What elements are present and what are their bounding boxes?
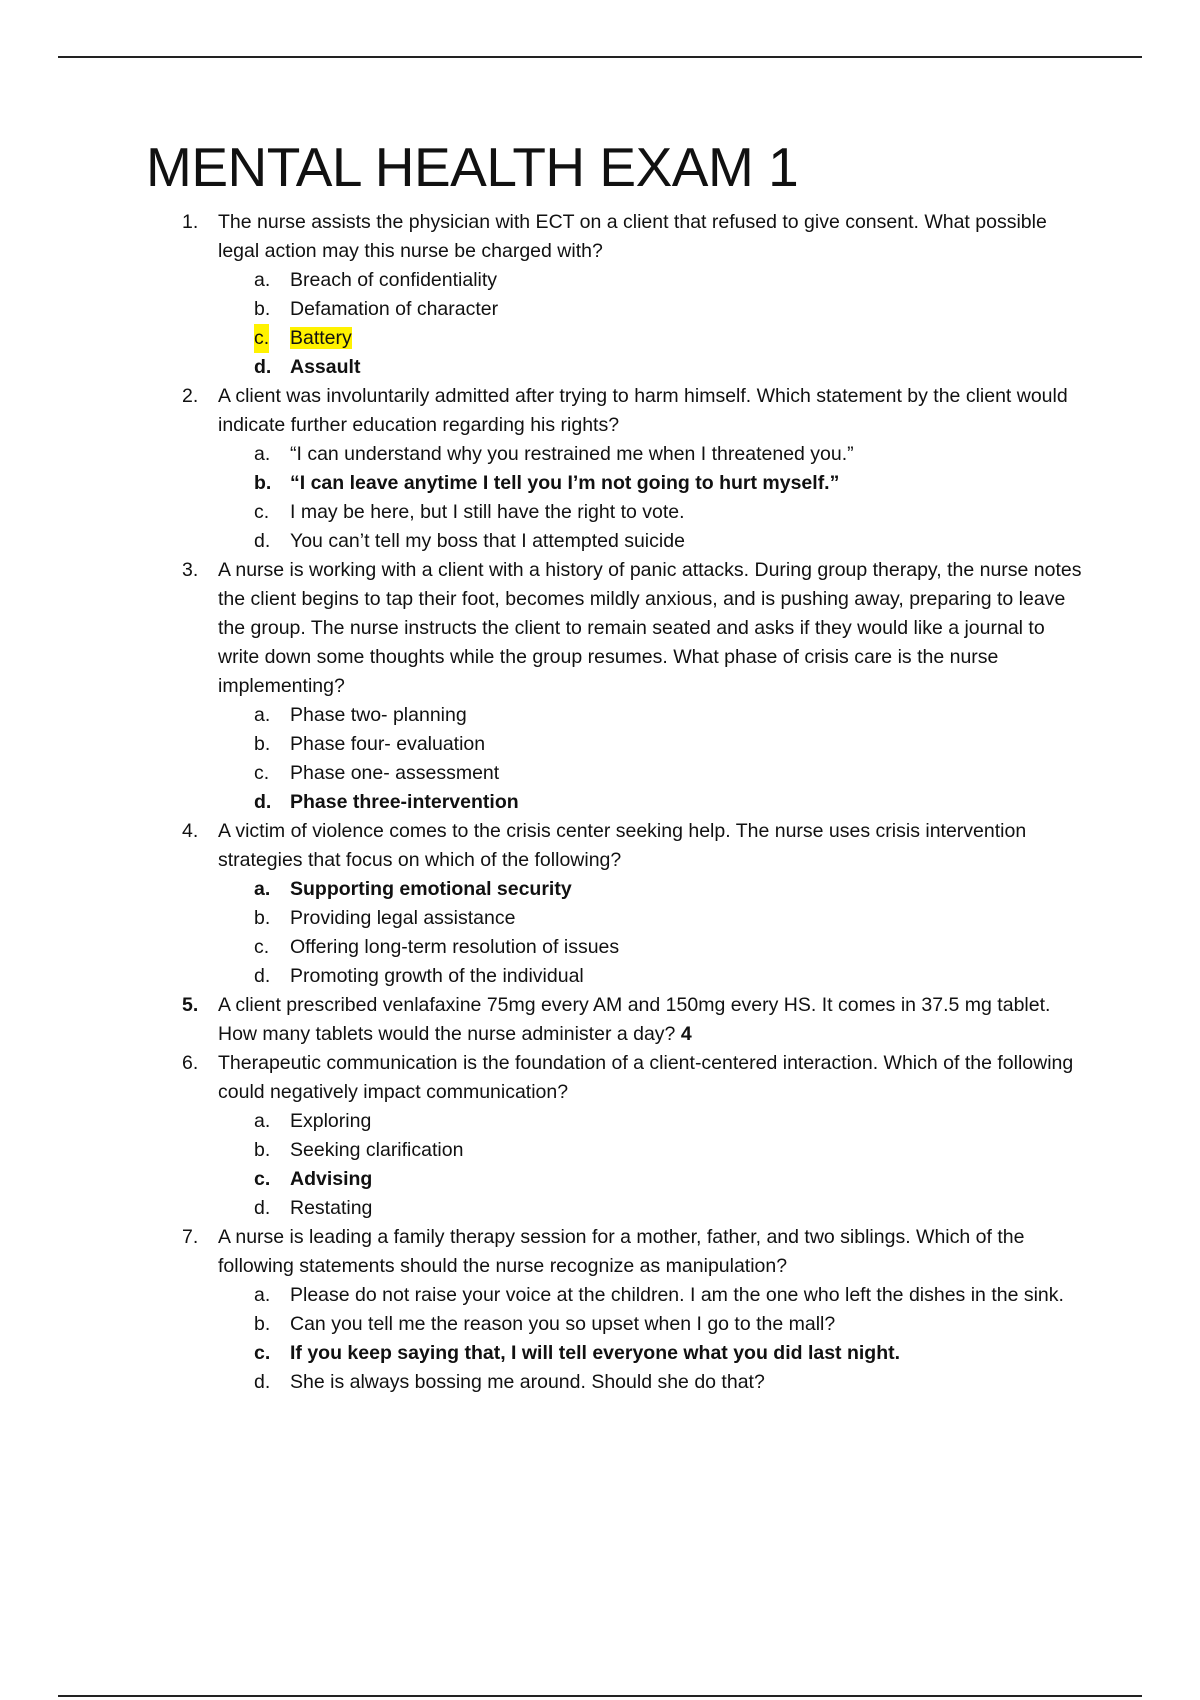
option-b xyxy=(254,730,1088,759)
option-text: Providing legal assistance xyxy=(290,907,516,929)
option-d xyxy=(254,527,1088,556)
option-text: Exploring xyxy=(290,1110,372,1132)
option-d xyxy=(254,1194,1088,1223)
question-text: A client was involuntarily admitted after trying to harm himself. Which statement by the client would indicate further education regarding his rights? xyxy=(218,385,1068,436)
option-text: She is always bossing me around. Should she do that? xyxy=(290,1371,765,1393)
option-letter: c. xyxy=(254,1168,271,1190)
option-list xyxy=(218,440,1088,556)
option-c xyxy=(254,759,1088,788)
option-text: Can you tell me the reason you so upset when I go to the mall? xyxy=(290,1313,836,1335)
option-c xyxy=(254,933,1088,962)
option-text: You can’t tell my boss that I attempted suicide xyxy=(290,530,685,552)
option-letter: a. xyxy=(254,1110,271,1132)
option-letter: a. xyxy=(254,1284,271,1306)
option-letter: c. xyxy=(254,762,270,784)
option-text: “I can leave anytime I tell you I’m not going to hurt myself.” xyxy=(290,472,840,494)
document-title: MENTAL HEALTH EXAM 1 xyxy=(146,136,799,198)
option-b-answer xyxy=(254,469,1088,498)
option-d-answer xyxy=(254,788,1088,817)
option-text: Defamation of character xyxy=(290,298,499,320)
option-letter: a. xyxy=(254,878,271,900)
option-list xyxy=(218,266,1088,382)
option-c-highlighted xyxy=(254,324,1088,353)
option-c-answer xyxy=(254,1165,1088,1194)
question-text: A nurse is working with a client with a history of panic attacks. During group therapy, the nurse notes the client begins to tap their foot, becomes mildly anxious, and is pushing away, preparing to leave the group. The nurse instructs the client to remain seated and asks if they would like a journal to write down some thoughts while the group resumes. What phase of crisis care is the nurse implementing? xyxy=(218,559,1082,697)
option-text: Phase four- evaluation xyxy=(290,733,486,755)
option-d-answer xyxy=(254,353,1088,382)
question-number: 6. xyxy=(182,1052,199,1074)
option-letter: c. xyxy=(254,936,270,958)
option-text: Phase two- planning xyxy=(290,704,467,726)
option-letter: a. xyxy=(254,443,271,465)
option-letter: b. xyxy=(254,907,271,929)
question-5 xyxy=(178,991,1088,1049)
question-number: 7. xyxy=(182,1226,199,1248)
option-a xyxy=(254,701,1088,730)
option-letter: b. xyxy=(254,1139,271,1161)
option-text: Battery xyxy=(290,327,352,349)
option-text: Please do not raise your voice at the children. I am the one who left the dishes in the sink. xyxy=(290,1284,1064,1306)
option-list xyxy=(218,1281,1088,1397)
option-text: “I can understand why you restrained me when I threatened you.” xyxy=(290,443,854,465)
option-letter: d. xyxy=(254,356,272,378)
option-letter: d. xyxy=(254,1371,271,1393)
question-text: A client prescribed venlafaxine 75mg every AM and 150mg every HS. It comes in 37.5 mg tablet. How many tablets would the nurse administer a day? xyxy=(218,994,1051,1045)
option-letter: b. xyxy=(254,733,271,755)
option-d xyxy=(254,962,1088,991)
option-c xyxy=(254,498,1088,527)
bottom-rule xyxy=(58,1695,1142,1697)
question-7 xyxy=(178,1223,1088,1397)
question-number: 3. xyxy=(182,559,199,581)
option-text: Breach of confidentiality xyxy=(290,269,498,291)
option-list xyxy=(218,875,1088,991)
option-letter: c. xyxy=(254,501,270,523)
option-c-answer xyxy=(254,1339,1088,1368)
option-text: Promoting growth of the individual xyxy=(290,965,584,987)
question-number: 5. xyxy=(182,994,199,1016)
option-letter: d. xyxy=(254,1197,271,1219)
question-text: A nurse is leading a family therapy session for a mother, father, and two siblings. Which of the following statements should the nurse recognize as manipulation? xyxy=(218,1226,1025,1277)
option-letter: a. xyxy=(254,269,271,291)
option-b xyxy=(254,295,1088,324)
option-a xyxy=(254,1281,1088,1310)
question-text: Therapeutic communication is the foundation of a client-centered interaction. Which of the following could negatively impact communication? xyxy=(218,1052,1074,1103)
option-letter: d. xyxy=(254,965,271,987)
option-a-answer xyxy=(254,875,1088,904)
option-b xyxy=(254,904,1088,933)
option-text: Assault xyxy=(290,356,361,378)
option-list xyxy=(218,1107,1088,1223)
question-1 xyxy=(178,208,1088,382)
question-6 xyxy=(178,1049,1088,1223)
option-letter: d. xyxy=(254,791,272,813)
option-a xyxy=(254,440,1088,469)
option-text: Seeking clarification xyxy=(290,1139,464,1161)
question-number: 1. xyxy=(182,211,199,233)
option-letter: d. xyxy=(254,530,271,552)
option-d xyxy=(254,1368,1088,1397)
option-text: Advising xyxy=(290,1168,373,1190)
option-list xyxy=(218,701,1088,817)
question-answer: 4 xyxy=(680,1023,692,1045)
option-letter: a. xyxy=(254,704,271,726)
option-text: Supporting emotional security xyxy=(290,878,572,900)
option-a xyxy=(254,266,1088,295)
question-4 xyxy=(178,817,1088,991)
option-text: Phase three-intervention xyxy=(290,791,519,813)
option-text: I may be here, but I still have the right to vote. xyxy=(290,501,685,523)
option-letter: b. xyxy=(254,1313,271,1335)
option-text: Offering long-term resolution of issues xyxy=(290,936,620,958)
option-letter: c. xyxy=(254,324,269,353)
question-list xyxy=(178,208,1088,1397)
question-text: A victim of violence comes to the crisis center seeking help. The nurse uses crisis intervention strategies that focus on which of the following? xyxy=(218,820,1027,871)
option-text: If you keep saying that, I will tell everyone what you did last night. xyxy=(290,1342,901,1364)
top-rule xyxy=(58,56,1142,58)
option-letter: b. xyxy=(254,298,271,320)
question-number: 2. xyxy=(182,385,199,407)
option-b xyxy=(254,1310,1088,1339)
option-text: Phase one- assessment xyxy=(290,762,500,784)
question-2 xyxy=(178,382,1088,556)
option-b xyxy=(254,1136,1088,1165)
question-number: 4. xyxy=(182,820,199,842)
question-text: The nurse assists the physician with ECT on a client that refused to give consent. What possible legal action may this nurse be charged with? xyxy=(218,211,1047,262)
option-letter: b. xyxy=(254,472,272,494)
option-letter: c. xyxy=(254,1342,271,1364)
question-3 xyxy=(178,556,1088,817)
option-text: Restating xyxy=(290,1197,373,1219)
option-a xyxy=(254,1107,1088,1136)
